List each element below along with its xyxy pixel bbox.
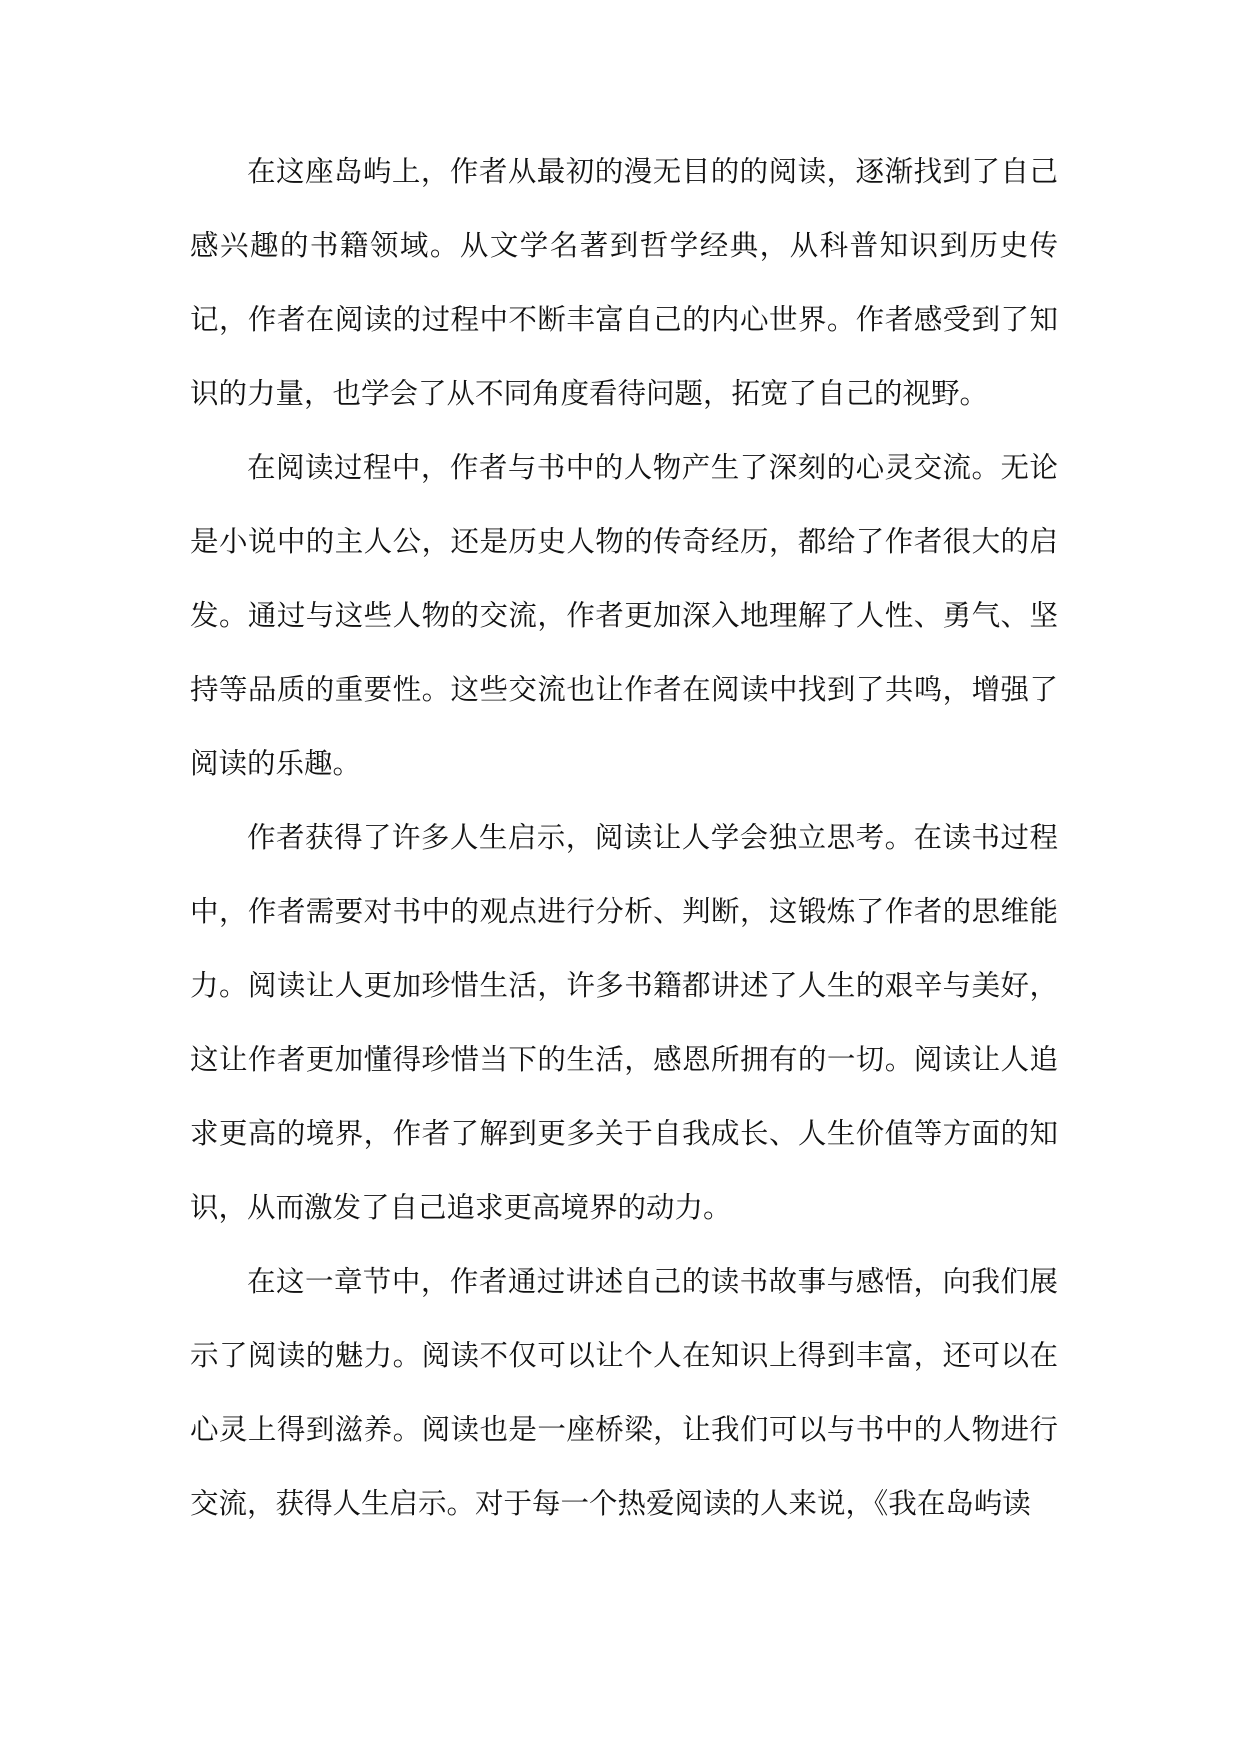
paragraph-3: 作者获得了许多人生启示，阅读让人学会独立思考。在读书过程中，作者需要对书中的观点进行分析、判断，这锻炼了作者的思维能力。阅读让人更加珍惜生活，许多书籍都讲述了人生的艰辛与美好，这让作者更加懂得珍惜当下的生活，感恩所拥有的一切。阅读让人追求更高的境界，作者了解到更多关于自我成长、人生价值等方面的知识，从而激发了自己追求更高境界的动力。 [190,821,1058,1224]
paragraph-1: 在这座岛屿上，作者从最初的漫无目的的阅读，逐渐找到了自己感兴趣的书籍领域。从文学名著到哲学经典，从科普知识到历史传记，作者在阅读的过程中不断丰富自己的内心世界。作者感受到了知识的力量，也学会了从不同角度看待问题，拓宽了自己的视野。 [190,155,1058,410]
paragraph-2: 在阅读过程中，作者与书中的人物产生了深刻的心灵交流。无论是小说中的主人公，还是历史人物的传奇经历，都给了作者很大的启发。通过与这些人物的交流，作者更加深入地理解了人性、勇气、坚持等品质的重要性。这些交流也让作者在阅读中找到了共鸣，增强了阅读的乐趣。 [190,451,1058,780]
body-text [190,135,1058,1541]
paragraph-4: 在这一章节中，作者通过讲述自己的读书故事与感悟，向我们展示了阅读的魅力。阅读不仅可以让个人在知识上得到丰富，还可以在心灵上得到滋养。阅读也是一座桥梁，让我们可以与书中的人物进行交流，获得人生启示。对于每一个热爱阅读的人来说，《我在岛屿读 [190,1265,1058,1520]
